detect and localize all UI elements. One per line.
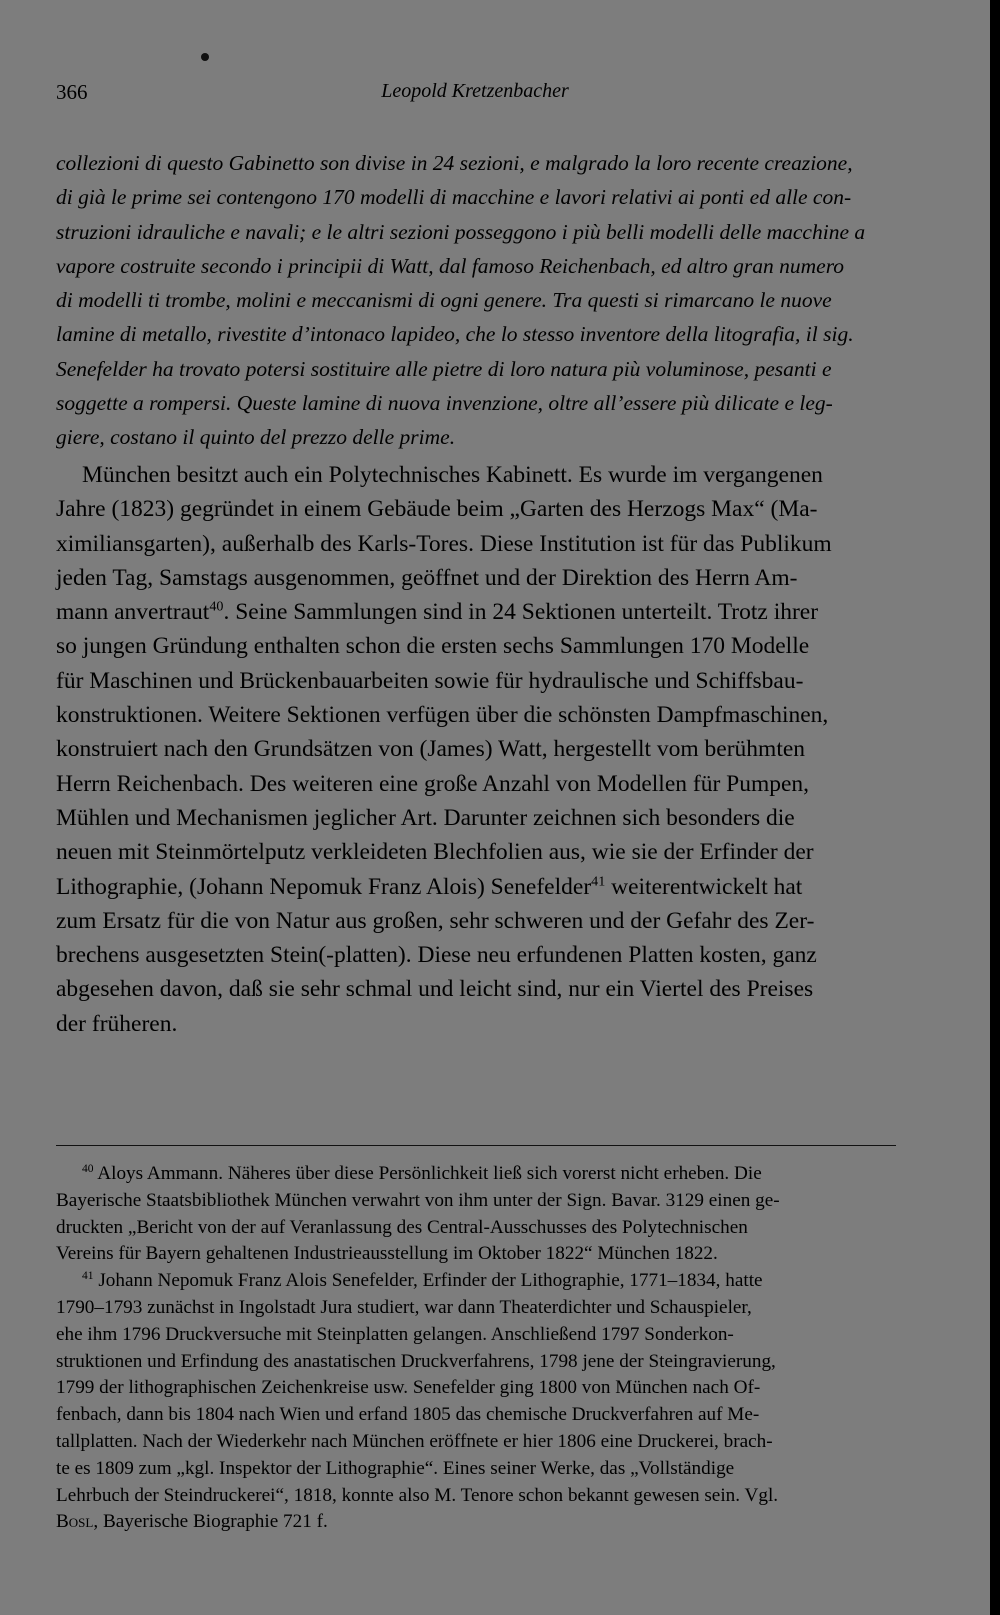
footnote-41-line: tallplatten. Nach der Wiederkehr nach München eröffnete er hier 1806 eine Druckerei, brach- — [56, 1430, 773, 1452]
footnote-40-line: Vereins für Bayern gehaltenen Industrieausstellung im Oktober 1822“ München 1822. — [56, 1243, 718, 1265]
quote-line: vapore costruite secondo i principii di Watt, dal famoso Reichenbach, ed altro gran numero — [56, 253, 845, 278]
footnote-text: Aloys Ammann. Näheres über diese Persönlichkeit ließ sich vorerst nicht erheben. Die — [93, 1163, 762, 1184]
footnote-41-line: 1799 der lithographischen Zeichenkreise usw. Senefelder ging 1800 von München nach Of- — [56, 1377, 761, 1399]
body-line: Herrn Reichenbach. Des weiteren eine große Anzahl von Modellen für Pumpen, — [56, 770, 810, 797]
body-line: Mühlen und Mechanismen jeglicher Art. Darunter zeichnen sich besonders die — [56, 804, 795, 831]
quote-line: struzioni idrauliche e navali; e le altri sezioni posseggono i più belli modelli delle macchine a — [56, 219, 866, 244]
italian-quote — [56, 146, 896, 455]
footnote-40-line: druckten „Bericht von der auf Veranlassung des Central-Ausschusses des Polytechnischen — [56, 1216, 748, 1238]
footnote-number-40: 40 — [82, 1163, 94, 1176]
quote-line: di modelli ti trombe, molini e meccanismi di ogni genere. Tra questi si rimarcano le nuove — [56, 288, 832, 313]
body-line: München besitzt auch ein Polytechnisches Kabinett. Es wurde im vergangenen — [82, 462, 823, 488]
footnotes — [56, 1161, 896, 1536]
body-text: . Seine Sammlungen sind in 24 Sektionen unterteilt. Trotz ihrer — [223, 599, 819, 626]
body-line: so jungen Gründung enthalten schon die ersten sechs Sammlungen 170 Modelle — [56, 633, 810, 660]
footnote-ref-40[interactable]: 40 — [209, 598, 224, 615]
quote-line: giere, costano il quinto del prezzo delle prime. — [56, 425, 456, 450]
body-line: konstruktionen. Weitere Sektionen verfügen über die schönsten Dampfmaschinen, — [56, 702, 829, 729]
body-line: zum Ersatz für die von Natur aus großen, sehr schweren und der Gefahr des Zer- — [56, 907, 815, 934]
quote-line: collezioni di questo Gabinetto son divise in 24 sezioni, e malgrado la loro recente creazione, — [56, 151, 853, 175]
footnote-divider — [56, 1145, 896, 1146]
body-line: der früheren. — [56, 1010, 178, 1037]
footnote-ref-41[interactable]: 41 — [591, 873, 606, 890]
footnote-text: Johann Nepomuk Franz Alois Senefelder, Erfinder der Lithographie, 1771–1834, hatte — [93, 1270, 763, 1292]
footnote-41-line: te es 1809 zum „kgl. Inspektor der Lithographie“. Eines seiner Werke, das „Vollständige — [56, 1457, 735, 1479]
body-line: ximiliansgarten), außerhalb des Karls-Tores. Diese Institution ist für das Publikum — [56, 530, 832, 557]
cited-author: Bosl — [56, 1511, 94, 1533]
footnote-41-line — [56, 1509, 896, 1536]
footnote-41-line: ehe ihm 1796 Druckversuche mit Steinplatten gelangen. Anschließend 1797 Sonderkon- — [56, 1323, 734, 1345]
footnote-41-line: struktionen und Erfindung des anastatischen Druckverfahrens, 1798 jene der Steingravierung, — [56, 1350, 776, 1372]
german-paragraph — [56, 458, 896, 1041]
body-line: Jahre (1823) gegründet in einem Gebäude beim „Garten des Herzogs Max“ (Ma- — [56, 496, 818, 523]
footnote-41-line: Lehrbuch der Steindruckerei“, 1818, konnte also M. Tenore schon bekannt gewesen sein. Vgl. — [56, 1484, 779, 1506]
body-line: konstruiert nach den Grundsätzen von (James) Watt, hergestellt vom berühmten — [56, 736, 806, 763]
footnote-number-41: 41 — [82, 1270, 94, 1283]
body-line: für Maschinen und Brückenbauarbeiten sowie für hydraulische und Schiffsbau- — [56, 667, 804, 694]
body-line — [56, 595, 896, 629]
quote-line: di già le prime sei contengono 170 modelli di macchine e lavori relativi ai ponti ed alle con- — [56, 185, 852, 210]
body-line — [56, 870, 896, 904]
quote-line: lamine di metallo, rivestite d’intonaco lapideo, che lo stesso inventore della litografia, il sig. — [56, 322, 854, 347]
print-mark-dot — [201, 53, 209, 61]
quote-line: soggette a rompersi. Queste lamine di nuova invenzione, oltre all’essere più dilicate e leg- — [56, 391, 833, 416]
quote-line: Senefelder ha trovato potersi sostituire alle pietre di loro natura più voluminose, pesanti e — [56, 356, 832, 381]
body-line: jeden Tag, Samstags ausgenommen, geöffnet und der Direktion des Herrn Am- — [56, 564, 798, 591]
footnote-41-line — [56, 1268, 896, 1295]
body-text: mann anvertraut — [56, 599, 210, 626]
body-text: Lithographie, (Johann Nepomuk Franz Alois) Senefelder — [56, 873, 592, 900]
page-number: 366 — [56, 80, 88, 104]
body-line: abgesehen davon, daß sie sehr schmal und leicht sind, nur ein Viertel des Preises — [56, 976, 814, 1003]
body-line: neuen mit Steinmörtelputz verkleideten Blechfolien aus, wie sie der Erfinder der — [56, 839, 814, 866]
body-line: brechens ausgesetzten Stein(-platten). Diese neu erfundenen Platten kosten, ganz — [56, 942, 817, 969]
footnote-41-line: 1790–1793 zunächst in Ingolstadt Jura studiert, war dann Theaterdichter und Schauspieler, — [56, 1296, 752, 1318]
footnote-text: , Bayerische Biographie 721 f. — [93, 1511, 328, 1533]
footnote-41-line: fenbach, dann bis 1804 nach Wien und erfand 1805 das chemische Druckverfahren auf Me- — [56, 1404, 760, 1426]
running-title: Leopold Kretzenbacher — [381, 80, 569, 102]
footnote-40-line — [56, 1161, 896, 1188]
body-text: weiterentwickelt hat — [605, 873, 803, 900]
footnote-40-line: Bayerische Staatsbibliothek München verwahrt von ihm unter der Sign. Bavar. 3129 einen ge- — [56, 1189, 780, 1211]
